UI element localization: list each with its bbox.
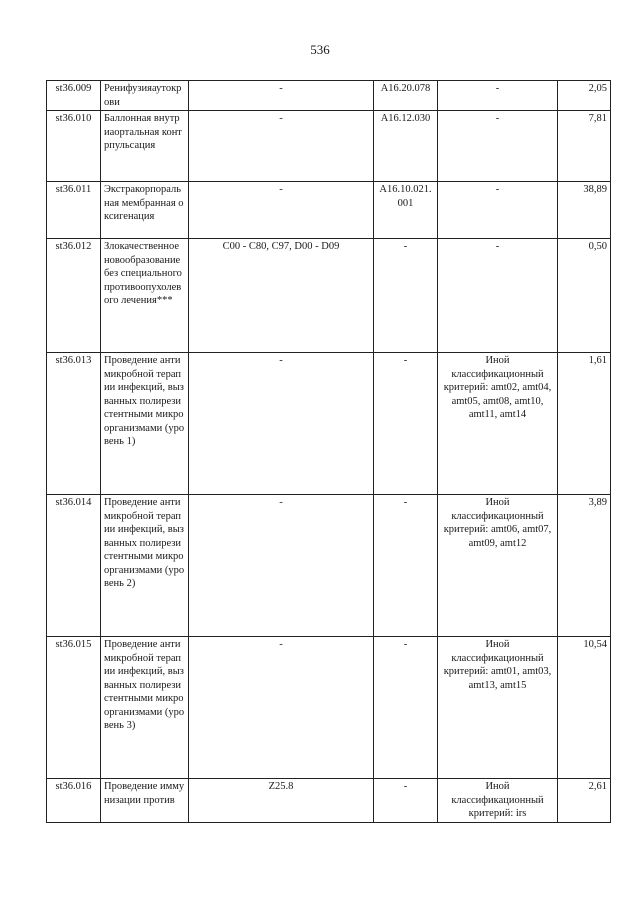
row-name: Ренифузияаутокрови xyxy=(101,81,189,111)
row-coefficient: 7,81 xyxy=(558,111,611,182)
table-row xyxy=(47,182,611,239)
row-code: st36.016 xyxy=(47,779,101,823)
row-criteria: Иной классификационный критерий: amt02, amt04, amt05, amt08, amt10, amt11, amt14 xyxy=(438,353,558,495)
row-code: st36.012 xyxy=(47,239,101,353)
table-row xyxy=(47,81,611,111)
row-criteria: - xyxy=(438,182,558,239)
row-services: - xyxy=(374,779,438,823)
table-row xyxy=(47,111,611,182)
row-criteria: Иной классификационный критерий: amt01, amt03, amt13, amt15 xyxy=(438,637,558,779)
row-coefficient: 2,05 xyxy=(558,81,611,111)
row-name: Проведение иммунизации против xyxy=(101,779,189,823)
row-diagnoses: - xyxy=(189,81,374,111)
row-diagnoses: - xyxy=(189,111,374,182)
table-row xyxy=(47,495,611,637)
row-coefficient: 1,61 xyxy=(558,353,611,495)
row-services: - xyxy=(374,239,438,353)
row-diagnoses: - xyxy=(189,182,374,239)
table-row xyxy=(47,353,611,495)
row-criteria: Иной классификационный критерий: irs xyxy=(438,779,558,823)
row-name: Проведение антимикробной терапии инфекций, вызванных полирезистентными микроорганизмами (уровень 2) xyxy=(101,495,189,637)
table-row xyxy=(47,779,611,823)
row-coefficient: 2,61 xyxy=(558,779,611,823)
row-diagnoses: C00 - C80, C97, D00 - D09 xyxy=(189,239,374,353)
row-criteria: - xyxy=(438,81,558,111)
row-code: st36.014 xyxy=(47,495,101,637)
row-coefficient: 38,89 xyxy=(558,182,611,239)
row-services: A16.10.021.001 xyxy=(374,182,438,239)
tariff-table xyxy=(46,80,611,823)
row-code: st36.011 xyxy=(47,182,101,239)
row-diagnoses: - xyxy=(189,353,374,495)
row-code: st36.013 xyxy=(47,353,101,495)
row-services: - xyxy=(374,637,438,779)
row-coefficient: 3,89 xyxy=(558,495,611,637)
row-services: A16.12.030 xyxy=(374,111,438,182)
row-name: Экстракорпоральная мембранная оксигенация xyxy=(101,182,189,239)
table-row xyxy=(47,637,611,779)
table-row xyxy=(47,239,611,353)
row-code: st36.010 xyxy=(47,111,101,182)
page-number: 536 xyxy=(310,42,330,57)
row-criteria: - xyxy=(438,111,558,182)
row-diagnoses: Z25.8 xyxy=(189,779,374,823)
row-coefficient: 0,50 xyxy=(558,239,611,353)
row-criteria: Иной классификационный критерий: amt06, amt07, amt09, amt12 xyxy=(438,495,558,637)
row-diagnoses: - xyxy=(189,637,374,779)
row-code: st36.015 xyxy=(47,637,101,779)
row-services: - xyxy=(374,495,438,637)
row-name: Проведение антимикробной терапии инфекций, вызванных полирезистентными микроорганизмами (уровень 3) xyxy=(101,637,189,779)
row-name: Баллонная внутриаортальная контрпульсация xyxy=(101,111,189,182)
row-name: Злокачественное новообразование без специального противоопухолевого лечения*** xyxy=(101,239,189,353)
row-services: - xyxy=(374,353,438,495)
row-criteria: - xyxy=(438,239,558,353)
row-services: A16.20.078 xyxy=(374,81,438,111)
row-coefficient: 10,54 xyxy=(558,637,611,779)
row-diagnoses: - xyxy=(189,495,374,637)
row-name: Проведение антимикробной терапии инфекций, вызванных полирезистентными микроорганизмами (уровень 1) xyxy=(101,353,189,495)
row-code: st36.009 xyxy=(47,81,101,111)
